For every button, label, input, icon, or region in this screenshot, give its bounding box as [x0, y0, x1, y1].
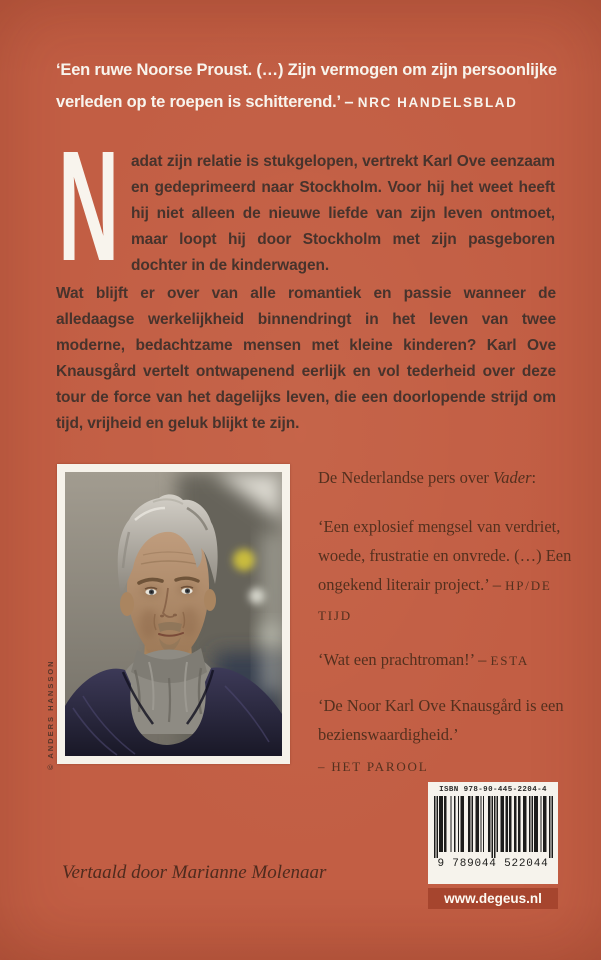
press-quote-1-text: ‘Een explosief mengsel van verdriet, woede, frustratie en onvrede. (…) Een ongekend literair project.’ –	[318, 517, 572, 594]
press-quote-1-source: HP/DE TIJD	[318, 578, 552, 623]
book-title-vader: Vader	[493, 468, 532, 487]
press-quote-2-source: ESTA	[490, 653, 530, 668]
press-quote-het-parool	[318, 691, 572, 781]
press-quote-3-source: – HET PAROOL	[318, 759, 429, 774]
dropcap-letter-n	[58, 118, 120, 294]
press-quote-2-text: ‘Wat een prachtroman!’ –	[318, 650, 487, 669]
isbn-label: ISBN 978-90-445-2204-4	[439, 786, 547, 794]
review-quote-top-text: ‘Een ruwe Noorse Proust. (…) Zijn vermogen om zijn persoonlijke verleden op te roepen is schitterend.’ –	[56, 61, 557, 111]
translator-credit: Vertaald door Marianne Molenaar	[62, 862, 327, 883]
barcode-bars	[428, 796, 558, 858]
author-photo-frame	[57, 464, 290, 764]
synopsis-paragraph-2: Wat blijft er over van alle romantiek en passie wanneer de alledaagse werkelijkheid binnendringt in het leven van twee moderne, bedachtzame mensen met kleine kinderen? Karl Ove Knausgård vertelt ontwapenend eerlijk en vol tederheid over deze tour de force van het dagelijks leven, die een doorlopende strijd om tijd, vrijheid en geluk blijkt te zijn.	[56, 285, 556, 432]
publisher-website: www.degeus.nl	[428, 888, 558, 909]
press-heading	[318, 464, 572, 492]
review-quote-top-source: NRC HANDELSBLAD	[357, 95, 518, 110]
synopsis-paragraph-1: adat zijn relatie is stukgelopen, vertrekt Karl Ove eenzaam en gedeprimeerd naar Stockholm. Voor hij het weet heeft hij niet alleen de nieuwe liefde van zijn leven ontmoet, maar loopt hij door Stockholm met zijn pasgeboren dochter in de kinderwagen.	[131, 153, 555, 274]
press-quote-hp-de-tijd	[318, 512, 572, 630]
barcode-panel	[428, 782, 558, 884]
press-heading-suffix: :	[531, 468, 537, 487]
photo-credit: © ANDERS HANSSON	[46, 659, 55, 770]
press-heading-prefix: De Nederlandse pers over	[318, 468, 494, 487]
barcode-number: 9 789044 522044	[437, 858, 549, 870]
author-portrait-photo	[65, 472, 282, 756]
press-quote-3-text: ‘De Noor Karl Ove Knausgård is een bezienswaardigheid.’	[318, 696, 564, 744]
review-quote-top	[56, 54, 560, 119]
dropcap-glyph: N	[58, 118, 120, 294]
press-quote-esta	[318, 645, 572, 675]
